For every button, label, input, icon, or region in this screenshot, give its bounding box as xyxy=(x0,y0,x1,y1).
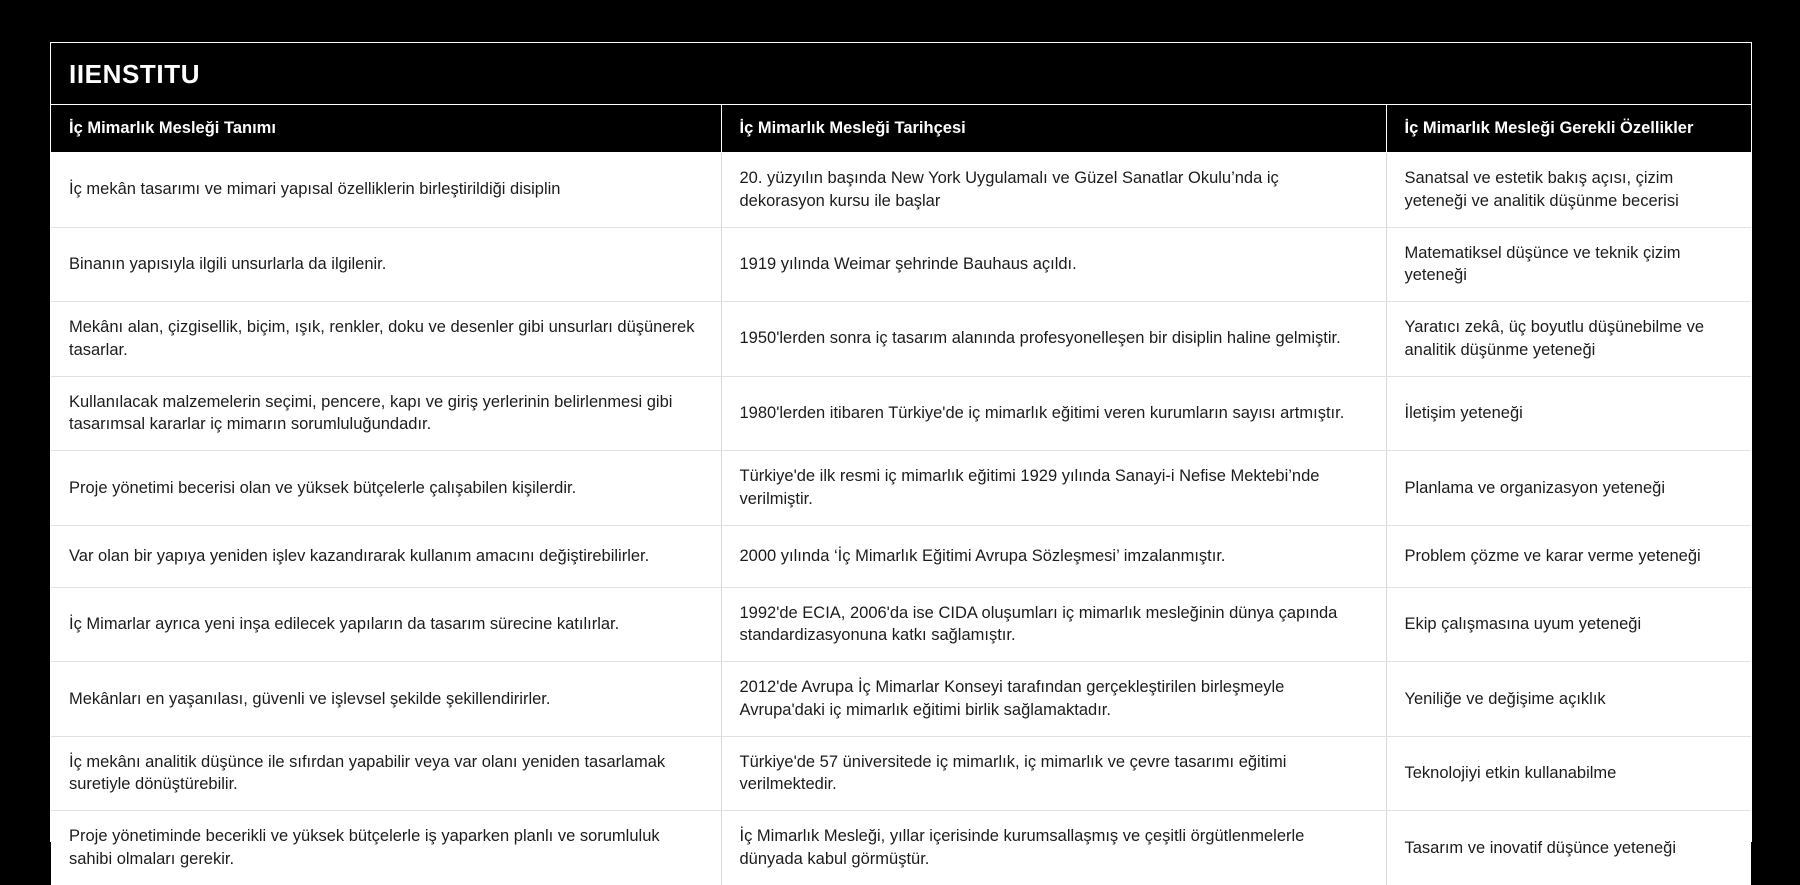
table-row xyxy=(51,587,1751,662)
cell-tarihce: 1980'lerden itibaren Türkiye'de iç mimarlık eğitimi veren kurumların sayısı artmıştır. xyxy=(721,376,1386,451)
table-header xyxy=(51,105,1751,153)
cell-ozellik: Planlama ve organizasyon yeteneği xyxy=(1386,451,1751,526)
table-row xyxy=(51,302,1751,377)
cell-tarihce: 20. yüzyılın başında New York Uygulamalı ve Güzel Sanatlar Okulu’nda iç dekorasyon kursu ile başlar xyxy=(721,153,1386,228)
cell-tarihce: 2000 yılında ‘İç Mimarlık Eğitimi Avrupa Sözleşmesi’ imzalanmıştır. xyxy=(721,525,1386,587)
column-header-ozellik: İç Mimarlık Mesleği Gerekli Özellikler xyxy=(1386,105,1751,153)
brand-header xyxy=(51,43,1751,105)
column-header-tarihce: İç Mimarlık Mesleği Tarihçesi xyxy=(721,105,1386,153)
cell-ozellik: Teknolojiyi etkin kullanabilme xyxy=(1386,736,1751,811)
cell-tanim: İç mekân tasarımı ve mimari yapısal özelliklerin birleştirildiği disiplin xyxy=(51,153,721,228)
cell-tarihce: 2012'de Avrupa İç Mimarlar Konseyi tarafından gerçekleştirilen birleşmeyle Avrupa'daki iç mimarlık eğitimi birlik sağlamaktadır. xyxy=(721,662,1386,737)
table-row xyxy=(51,525,1751,587)
interior-architecture-table xyxy=(51,105,1751,885)
cell-tanim: Proje yönetimi becerisi olan ve yüksek bütçelerle çalışabilen kişilerdir. xyxy=(51,451,721,526)
table-row xyxy=(51,227,1751,302)
cell-ozellik: Yaratıcı zekâ, üç boyutlu düşünebilme ve analitik düşünme yeteneği xyxy=(1386,302,1751,377)
cell-tanim: Var olan bir yapıya yeniden işlev kazandırarak kullanım amacını değiştirebilirler. xyxy=(51,525,721,587)
cell-tanim: Mekânı alan, çizgisellik, biçim, ışık, renkler, doku ve desenler gibi unsurları düşünerek tasarlar. xyxy=(51,302,721,377)
cell-ozellik: Sanatsal ve estetik bakış açısı, çizim yeteneği ve analitik düşünme becerisi xyxy=(1386,153,1751,228)
cell-tarihce: 1919 yılında Weimar şehrinde Bauhaus açıldı. xyxy=(721,227,1386,302)
table-row xyxy=(51,153,1751,228)
cell-tanim: Binanın yapısıyla ilgili unsurlarla da ilgilenir. xyxy=(51,227,721,302)
cell-tarihce: Türkiye'de 57 üniversitede iç mimarlık, iç mimarlık ve çevre tasarımı eğitimi verilmektedir. xyxy=(721,736,1386,811)
table-row xyxy=(51,451,1751,526)
cell-tanim: Proje yönetiminde becerikli ve yüksek bütçelerle iş yaparken planlı ve sorumluluk sahibi olmaları gerekir. xyxy=(51,811,721,885)
cell-tanim: İç Mimarlar ayrıca yeni inşa edilecek yapıların da tasarım sürecine katılırlar. xyxy=(51,587,721,662)
table-body xyxy=(51,153,1751,885)
table-header-row xyxy=(51,105,1751,153)
table-row xyxy=(51,376,1751,451)
cell-ozellik: Problem çözme ve karar verme yeteneği xyxy=(1386,525,1751,587)
cell-tanim: Mekânları en yaşanılası, güvenli ve işlevsel şekilde şekillendirirler. xyxy=(51,662,721,737)
table-row xyxy=(51,736,1751,811)
comparison-table-frame xyxy=(50,42,1752,869)
cell-tanim: Kullanılacak malzemelerin seçimi, pencere, kapı ve giriş yerlerinin belirlenmesi gibi tasarımsal kararlar iç mimarın sorumluluğundadır. xyxy=(51,376,721,451)
cell-tanim: İç mekânı analitik düşünce ile sıfırdan yapabilir veya var olanı yeniden tasarlamak suretiyle dönüştürebilir. xyxy=(51,736,721,811)
column-header-tanim: İç Mimarlık Mesleği Tanımı xyxy=(51,105,721,153)
cell-ozellik: Yeniliğe ve değişime açıklık xyxy=(1386,662,1751,737)
cell-ozellik: İletişim yeteneği xyxy=(1386,376,1751,451)
cell-tarihce: 1992'de ECIA, 2006'da ise CIDA oluşumları iç mimarlık mesleğinin dünya çapında standardizasyonuna katkı sağlamıştır. xyxy=(721,587,1386,662)
table-row xyxy=(51,811,1751,885)
cell-ozellik: Tasarım ve inovatif düşünce yeteneği xyxy=(1386,811,1751,885)
cell-ozellik: Ekip çalışmasına uyum yeteneği xyxy=(1386,587,1751,662)
cell-tarihce: 1950'lerden sonra iç tasarım alanında profesyonelleşen bir disiplin haline gelmiştir. xyxy=(721,302,1386,377)
cell-tarihce: İç Mimarlık Mesleği, yıllar içerisinde kurumsallaşmış ve çeşitli örgütlenmelerle dünyada kabul görmüştür. xyxy=(721,811,1386,885)
cell-ozellik: Matematiksel düşünce ve teknik çizim yeteneği xyxy=(1386,227,1751,302)
brand-logo: IIENSTITU xyxy=(69,58,201,89)
table-row xyxy=(51,662,1751,737)
cell-tarihce: Türkiye'de ilk resmi iç mimarlık eğitimi 1929 yılında Sanayi-i Nefise Mektebi’nde verilmiştir. xyxy=(721,451,1386,526)
